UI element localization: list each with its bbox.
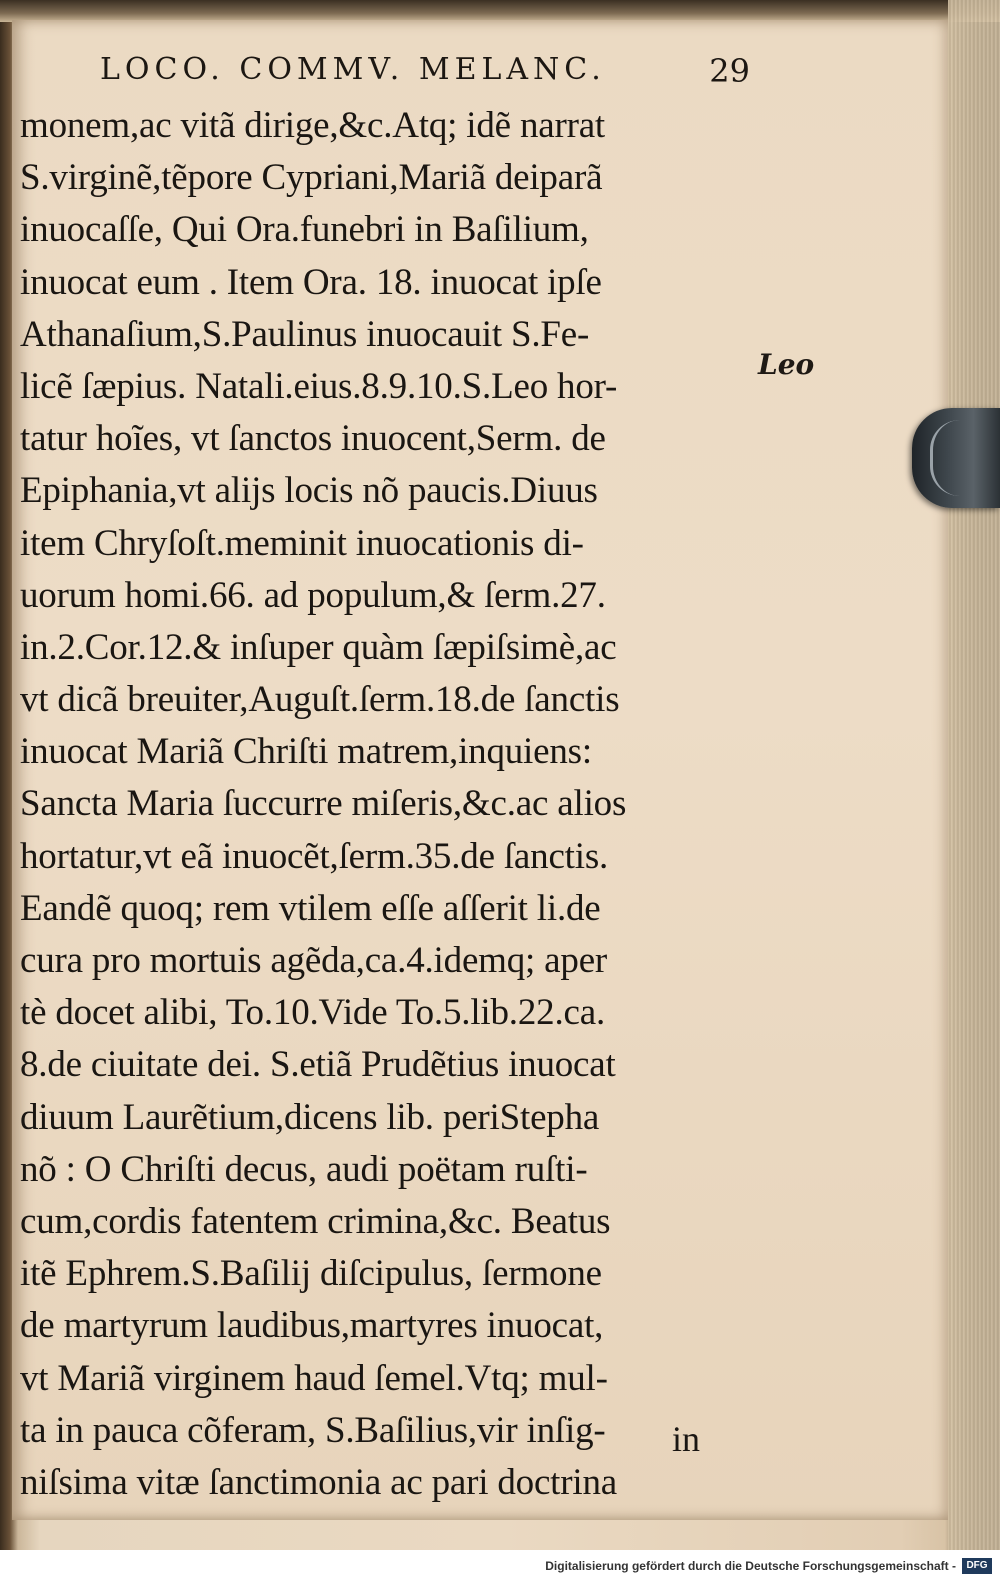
text-line: vt dicã breuiter,Auguſt.ſerm.18.de ſanctis (20, 679, 620, 721)
text-line: inuocaſſe, Qui Ora.funebri in Baſilium, (20, 209, 589, 251)
book-fore-edge (948, 0, 1000, 1550)
marginal-note: Leo (758, 348, 815, 381)
text-line: itẽ Ephrem.S.Baſilij diſcipulus, ſermone (20, 1253, 602, 1295)
text-line: Eandẽ quoq; rem vtilem eſſe aſſerit li.de (20, 887, 601, 929)
text-line: monem,ac vitã dirige,&c.Atq; idẽ narrat (20, 105, 606, 146)
dfg-logo: DFG (962, 1558, 992, 1574)
text-line: cum,cordis fatentem crimina,&c. Beatus (20, 1200, 611, 1242)
text-line: de martyrum laudibus,martyres inuocat, (20, 1305, 604, 1347)
text-line: hortatur,vt eã inuocẽt,ſerm.35.de ſanctis. (20, 835, 609, 877)
text-line: tè docet alibi, To.10.Vide To.5.lib.22.ca. (20, 992, 605, 1034)
text-line: diuum Laurẽtium,dicens lib. periStepha (20, 1096, 600, 1138)
running-header (100, 52, 760, 98)
body-text (20, 100, 760, 1509)
digitization-credit: Digitalisierung gefördert durch die Deutsche Forschungsgemeinschaft - (545, 1559, 956, 1573)
catchword: in (672, 1419, 701, 1459)
text-line: Sancta Maria ſuccurre miſeris,&c.ac alios (20, 783, 627, 825)
text-line: nõ : O Chriſti decus, audi poëtam ruſti- (20, 1148, 588, 1190)
footer-bar (0, 1550, 1000, 1584)
text-line: licẽ ſæpius. Natali.eius.8.9.10.S.Leo hor- (20, 365, 618, 407)
text-line: inuocat Mariã Chriſti matrem,inquiens: (20, 731, 592, 773)
text-line: vt Mariã virginem haud ſemel.Vtq; mul- (20, 1357, 608, 1399)
book-top-edge (0, 0, 1000, 22)
text-line: item Chryſoſt.meminit inuocationis di- (20, 522, 584, 564)
text-line: uorum homi.66. ad populum,& ſerm.27. (20, 574, 606, 616)
text-line: niſsima vitæ ſanctimonia ac pari doctrina (20, 1461, 617, 1503)
header-title: LOCO. COMMV. MELANC. (100, 52, 606, 87)
page-number: 29 (709, 52, 750, 90)
text-line: in.2.Cor.12.& inſuper quàm ſæpiſsimè,ac (20, 626, 617, 668)
text-line: inuocat eum . Item Ora. 18. inuocat ipſe (20, 261, 602, 303)
text-line: 8.de ciuitate dei. S.etiã Prudẽtius inuocat (20, 1044, 616, 1086)
text-line: S.virginẽ,tẽpore Cypriani,Mariã deiparã (20, 157, 603, 199)
text-line: cura pro mortuis agẽda,ca.4.idemq; aper (20, 940, 608, 981)
text-line: tatur hoĩes, vt ſanctos inuocent,Serm. de (20, 418, 606, 460)
text-line: Epiphania,vt alijs locis nõ paucis.Diuus (20, 470, 598, 512)
text-line: Athanaſium,S.Paulinus inuocauit S.Fe- (20, 313, 590, 355)
text-line: ta in pauca cõferam, S.Baſilius,vir inſig- (20, 1409, 606, 1451)
